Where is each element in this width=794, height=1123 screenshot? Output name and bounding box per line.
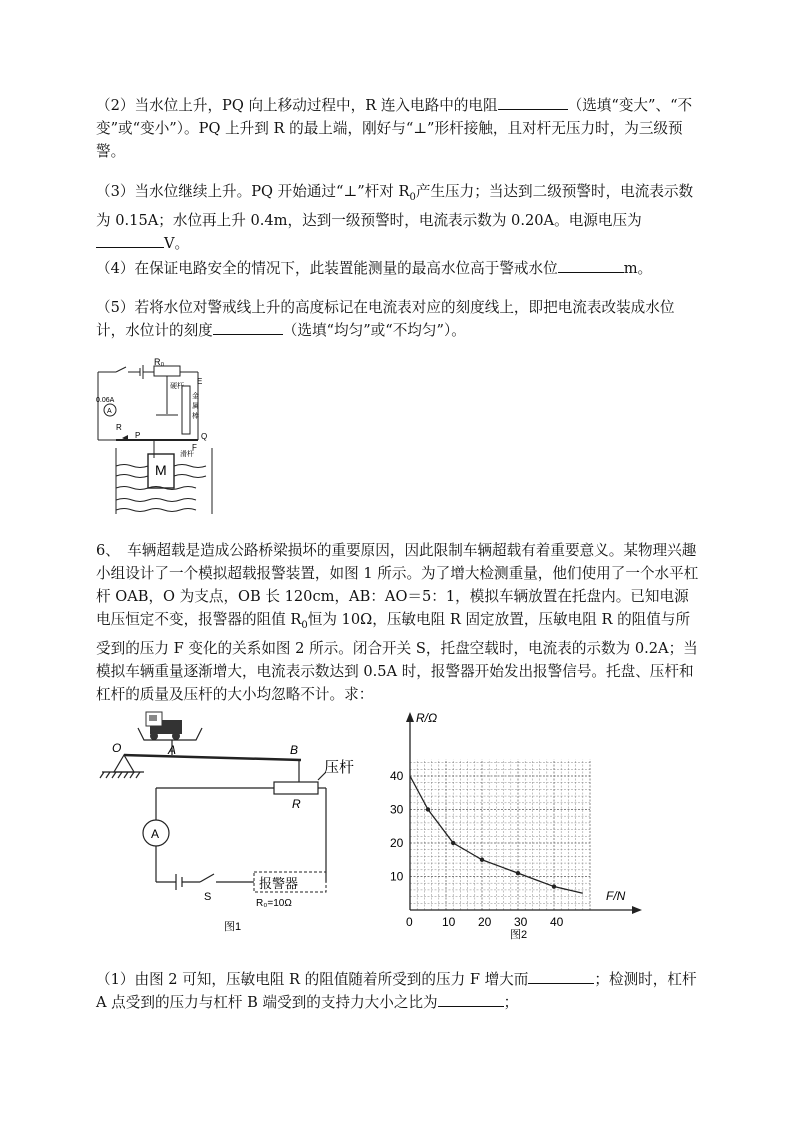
fig-water-metal-3: 棒 xyxy=(192,413,199,420)
chart-grid xyxy=(410,759,590,910)
fig1-b: B xyxy=(290,743,299,757)
fig-water-f: F xyxy=(192,443,197,452)
figure-2-chart xyxy=(360,700,650,945)
data-point xyxy=(516,871,520,875)
y-tick-labels xyxy=(390,769,404,884)
water-level-figure xyxy=(94,358,214,516)
q6-text-a: 6、 车辆超载是造成公路桥梁损坏的重要原因，因此限制车辆超载有着重要意义。某物理兴趣小组设计了一个模拟超载报警装置，如图 1 所示。为了增大检测重量，他们使用了一个水平杠杆 OAB，O 为支点，OB 长 120cm，AB：AO＝5：1，模拟车辆放置在托盘内。已知电源电压恒定不变，报警器的阻值 R xyxy=(96,542,699,628)
q5-text-a: （5）若将水位对警戒线上升的高度标记在电流表对应的刻度线上，即把电流表改装成水位计，水位计的刻度 xyxy=(96,299,675,339)
data-point xyxy=(552,884,556,888)
y-tick-label: 30 xyxy=(390,802,404,817)
q3-blank xyxy=(96,233,164,248)
fig-water-p: P xyxy=(135,431,141,440)
fig-water-a: A xyxy=(107,408,112,415)
fig2-caption: 图2 xyxy=(510,929,528,941)
fig1-o: O xyxy=(112,741,122,755)
question-3 xyxy=(96,180,700,255)
q2-text-a: （2）当水位上升，PQ 向上移动过程中，R 连入电路中的电阻 xyxy=(96,97,498,114)
x-tick-labels xyxy=(406,915,564,929)
question-4 xyxy=(96,257,700,280)
q4-text-a: （4）在保证电路安全的情况下，此装置能测量的最高水位高于警戒水位 xyxy=(96,260,558,277)
question-2 xyxy=(96,94,700,163)
fig1-a: A xyxy=(168,743,177,757)
y-tick-label: 20 xyxy=(390,836,404,850)
x-tick-label: 30 xyxy=(514,915,528,929)
fig-water-metal-2: 属 xyxy=(192,403,199,410)
fig-water-e: E xyxy=(197,377,203,386)
x-tick-label: 10 xyxy=(442,915,456,929)
chart-ylabel: R/Ω xyxy=(416,711,438,725)
y-tick-label: 40 xyxy=(390,769,404,783)
x-tick-label: 40 xyxy=(550,915,564,929)
fig-water-q: Q xyxy=(201,432,208,441)
fig-water-r0: R₀ xyxy=(154,357,165,367)
q3-text-b: 产生压力；当达到二级预警时，电流表示数为 0.15A；水位再上升 0.4m，达到一级预警时，电流表示数为 0.20A。电源电压为 xyxy=(96,183,694,229)
q3-unit: V。 xyxy=(164,234,190,252)
q6-1-text-b: ；检测时，杠杆 A 点受到的压力与杠杆 B 端受到的支持力大小之比为 xyxy=(96,971,697,1011)
q5-blank xyxy=(213,320,283,335)
question-6-1 xyxy=(96,968,700,1014)
data-point xyxy=(451,841,455,845)
y-tick-label: 10 xyxy=(390,869,404,884)
q6-text-b: 恒为 10Ω，压敏电阻 R 固定放置，压敏电阻 R 的阻值与所受到的压力 F 变化的关系如图 2 所示。闭合开关 S，托盘空载时，电流表的示数为 0.2A；当模拟车辆重量逐渐增大，电流表示数达到 0.5A 时，报警器开始发出报警信号。托盘、压杆和杠杆的质量及压杆的大小均忽略不计。求： xyxy=(96,611,698,703)
q6-1-text-a: （1）由图 2 可知，压敏电阻 R 的阻值随着所受到的压力 F 增大而 xyxy=(96,971,529,988)
q5-text-b: （选填“均匀”或“不均匀”）。 xyxy=(282,322,466,339)
q3-sub: 0 xyxy=(409,191,416,203)
q3-text-a: （3）当水位继续上升。PQ 开始通过“⊥”杆对 R xyxy=(96,183,410,200)
q4-unit: m。 xyxy=(623,260,653,277)
truck-icon xyxy=(146,712,182,740)
q6-1-text-c: ； xyxy=(503,994,519,1011)
fig-water-r: R xyxy=(116,423,122,432)
fig-water-m: M xyxy=(155,462,167,478)
fig1-caption: 图1 xyxy=(224,921,242,933)
fig-water-rod: 硬杆 xyxy=(170,383,184,390)
question-5 xyxy=(96,296,700,342)
data-point xyxy=(480,858,484,862)
question-6 xyxy=(96,539,700,706)
x-tick-label: 20 xyxy=(478,915,492,929)
figure-1-circuit xyxy=(96,700,355,940)
fig1-s: S xyxy=(204,891,212,903)
q2-text-b: （选填“变大”、“不变”或“变小”）。PQ 上升到 R 的最上端，刚好与“⊥”形杆接触，且对杆无压力时，为三级预警。 xyxy=(96,97,693,160)
y-axis-arrow-icon xyxy=(406,712,414,722)
fig1-ammeter: A xyxy=(151,827,160,841)
x-tick-label: 0 xyxy=(406,915,413,929)
data-point xyxy=(426,807,430,811)
q6-1-blank-2 xyxy=(438,992,504,1007)
fig1-press-rod: 压杆 xyxy=(324,759,355,776)
x-axis-arrow-icon xyxy=(632,906,642,914)
q2-blank xyxy=(498,95,568,110)
q6-1-blank-1 xyxy=(528,969,594,984)
chart-xlabel: F/N xyxy=(606,889,626,903)
fig1-r: R xyxy=(292,797,301,811)
fig-water-slide: 滑杆 xyxy=(180,451,194,458)
fig-water-metal-1: 金 xyxy=(192,393,199,400)
fig1-r0: R₀=10Ω xyxy=(256,898,292,909)
q6-sub: 0 xyxy=(301,619,308,631)
fig-water-meter: 0.06A xyxy=(96,397,115,404)
fig1-alarm: 报警器 xyxy=(259,876,299,891)
q4-blank xyxy=(558,258,624,273)
